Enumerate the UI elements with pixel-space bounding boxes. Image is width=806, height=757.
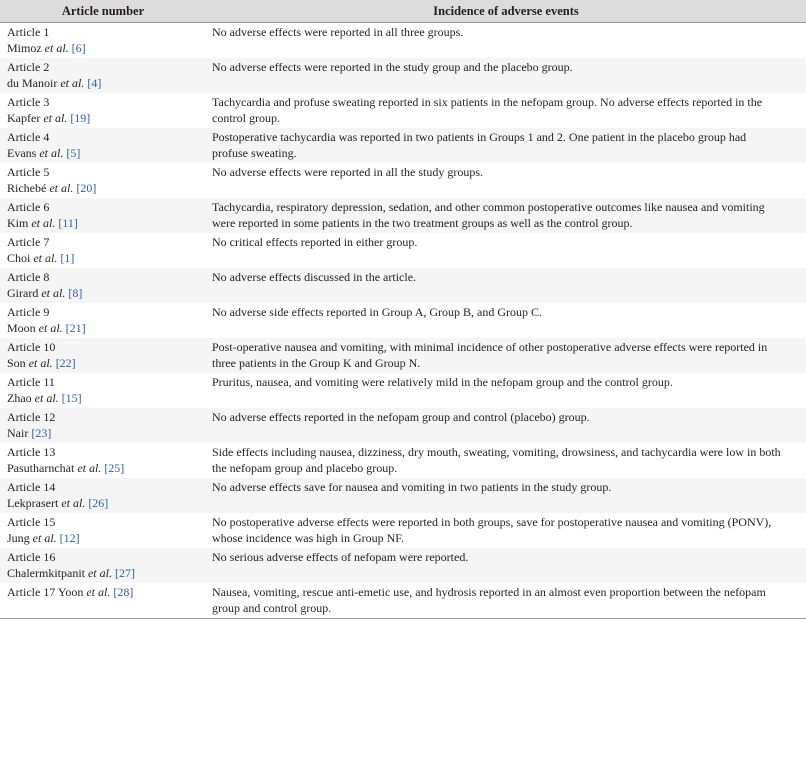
author-name: Kapfer [7, 110, 41, 125]
author-name: Choi [7, 250, 31, 265]
citation-link[interactable]: [25] [104, 460, 125, 475]
table-row [0, 58, 806, 93]
article-cell [0, 198, 206, 233]
table-row [0, 268, 806, 303]
article-cell [0, 268, 206, 303]
author-name: Moon [7, 320, 36, 335]
citation-link[interactable]: [6] [71, 40, 86, 55]
article-number: Article 13 [7, 445, 56, 459]
table-row [0, 303, 806, 338]
incidence-text: No adverse effects reported in the nefopam group and control (placebo) group. [212, 410, 590, 424]
table-row [0, 128, 806, 163]
article-cell [0, 583, 206, 619]
reference [7, 496, 200, 512]
et-al: et al. [61, 495, 86, 510]
article-number: Article 4 [7, 130, 50, 144]
incidence-text: Post-operative nausea and vomiting, with minimal incidence of other postoperative adverse effects were reported in three patients in the Group K and Group N. [212, 340, 768, 370]
reference [7, 181, 200, 197]
author-name: du Manoir [7, 75, 58, 90]
table-row [0, 163, 806, 198]
article-cell [0, 513, 206, 548]
et-al: et al. [28, 355, 53, 370]
article-cell [0, 128, 206, 163]
article-cell [0, 478, 206, 513]
incidence-text: No adverse effects save for nausea and vomiting in two patients in the study group. [212, 480, 612, 494]
citation-link[interactable]: [8] [68, 285, 83, 300]
author-name: Jung [7, 530, 30, 545]
article-cell [0, 408, 206, 443]
table-body [0, 23, 806, 619]
article-number: Article 1 [7, 25, 50, 39]
et-al: et al. [49, 180, 74, 195]
citation-link[interactable]: [4] [87, 75, 102, 90]
reference [7, 251, 200, 267]
reference [7, 146, 200, 162]
author-name: Lekprasert [7, 495, 59, 510]
article-number: Article 3 [7, 95, 50, 109]
table-row [0, 408, 806, 443]
reference [7, 76, 200, 92]
article-cell [0, 23, 206, 59]
article-number: Article 15 [7, 515, 56, 529]
incidence-text: Tachycardia and profuse sweating reported in six patients in the nefopam group. No adverse effects reported in the control group. [212, 95, 763, 125]
reference [7, 41, 200, 57]
et-al: et al. [34, 390, 59, 405]
author-name: Girard [7, 285, 39, 300]
reference [7, 356, 200, 372]
reference [7, 286, 200, 302]
citation-link[interactable]: [22] [55, 355, 76, 370]
citation-link[interactable]: [1] [60, 250, 75, 265]
article-number: Article 7 [7, 235, 50, 249]
article-number: Article 16 [7, 550, 56, 564]
et-al: et al. [32, 530, 57, 545]
author-name: Mimoz [7, 40, 42, 55]
et-al: et al. [39, 145, 64, 160]
incidence-text: Side effects including nausea, dizziness, dry mouth, sweating, vomiting, drowsiness, and tachycardia were low in both the nefopam group and placebo group. [212, 445, 781, 475]
author-name: Evans [7, 145, 37, 160]
article-number: Article 14 [7, 480, 56, 494]
article-number: Article 12 [7, 410, 56, 424]
article-number: Article 10 [7, 340, 56, 354]
author-name: Pasutharnchat [7, 460, 75, 475]
header-article-number: Article number [61, 3, 145, 18]
table-header-row [0, 0, 806, 23]
citation-link[interactable]: [28] [113, 585, 134, 599]
article-number: Article 6 [7, 200, 50, 214]
author-name: Richebé [7, 180, 47, 195]
reference [7, 461, 200, 477]
incidence-text: No adverse effects were reported in all three groups. [212, 25, 464, 39]
reference [7, 391, 200, 407]
article-cell [0, 163, 206, 198]
incidence-text: No adverse effects were reported in the study group and the placebo group. [212, 60, 573, 74]
table-row [0, 513, 806, 548]
reference [7, 321, 200, 337]
table-row [0, 443, 806, 478]
article-cell [0, 303, 206, 338]
table-row [0, 478, 806, 513]
citation-link[interactable]: [26] [88, 495, 109, 510]
header-incidence: Incidence of adverse events [433, 3, 579, 18]
table-row [0, 373, 806, 408]
table-row [0, 338, 806, 373]
reference [7, 566, 200, 582]
citation-link[interactable]: [20] [76, 180, 97, 195]
article-number: Article 8 [7, 270, 50, 284]
article-number: Article 2 [7, 60, 50, 74]
author-name: Son [7, 355, 26, 370]
citation-link[interactable]: [23] [31, 425, 52, 440]
reference [7, 426, 200, 442]
et-al: et al. [43, 110, 68, 125]
incidence-text: No serious adverse effects of nefopam were reported. [212, 550, 469, 564]
article-cell [0, 233, 206, 268]
author-name: Zhao [7, 390, 32, 405]
incidence-text: Tachycardia, respiratory depression, sedation, and other common postoperative outcomes like nausea and vomiting were reported in some patients in the two treatment groups as well as the control group. [212, 200, 765, 230]
incidence-text: Pruritus, nausea, and vomiting were relatively mild in the nefopam group and the control group. [212, 375, 673, 389]
citation-link[interactable]: [11] [58, 215, 78, 230]
table-row [0, 198, 806, 233]
incidence-text: No postoperative adverse effects were reported in both groups, save for postoperative nausea and vomiting (PONV), whose incidence was high in Group NF. [212, 515, 772, 545]
incidence-text: Postoperative tachycardia was reported in two patients in Groups 1 and 2. One patient in the placebo group had profuse sweating. [212, 130, 747, 160]
author-name: Kim [7, 215, 29, 230]
incidence-text: No adverse effects were reported in all the study groups. [212, 165, 484, 179]
citation-link[interactable]: [27] [114, 565, 135, 580]
table-row [0, 233, 806, 268]
et-al: et al. [60, 75, 85, 90]
article-number: Article 9 [7, 305, 50, 319]
citation-link[interactable]: [19] [70, 110, 91, 125]
citation-link[interactable]: [21] [65, 320, 86, 335]
table-row [0, 548, 806, 583]
article-cell [0, 373, 206, 408]
et-al: et al. [44, 40, 69, 55]
incidence-text: No adverse side effects reported in Group A, Group B, and Group C. [212, 305, 543, 319]
article-cell [0, 338, 206, 373]
article-cell [0, 58, 206, 93]
article-cell [0, 548, 206, 583]
article-number: Article 5 [7, 165, 50, 179]
author-name: Nair [7, 425, 29, 440]
reference [86, 585, 133, 599]
et-al: et al. [41, 285, 66, 300]
citation-link[interactable]: [15] [61, 390, 82, 405]
table-row [0, 93, 806, 128]
article-number: Article 17 Yoon [7, 585, 84, 599]
table-row [0, 23, 806, 59]
citation-link[interactable]: [5] [66, 145, 81, 160]
citation-link[interactable]: [12] [59, 530, 80, 545]
reference [7, 111, 200, 127]
reference [7, 531, 200, 547]
et-al: et al. [77, 460, 102, 475]
incidence-text: Nausea, vomiting, rescue anti-emetic use, and hydrosis reported in an almost even proportion between the nefopam group and control group. [212, 585, 766, 615]
author-name: Chalermkitpanit [7, 565, 85, 580]
et-al: et al. [31, 215, 56, 230]
et-al: et al. [86, 585, 111, 599]
incidence-text: No critical effects reported in either group. [212, 235, 418, 249]
incidence-text: No adverse effects discussed in the article. [212, 270, 417, 284]
et-al: et al. [87, 565, 112, 580]
article-cell [0, 443, 206, 478]
article-cell [0, 93, 206, 128]
article-number: Article 11 [7, 375, 55, 389]
table-row [0, 583, 806, 619]
et-al: et al. [33, 250, 58, 265]
et-al: et al. [38, 320, 63, 335]
reference [7, 216, 200, 232]
